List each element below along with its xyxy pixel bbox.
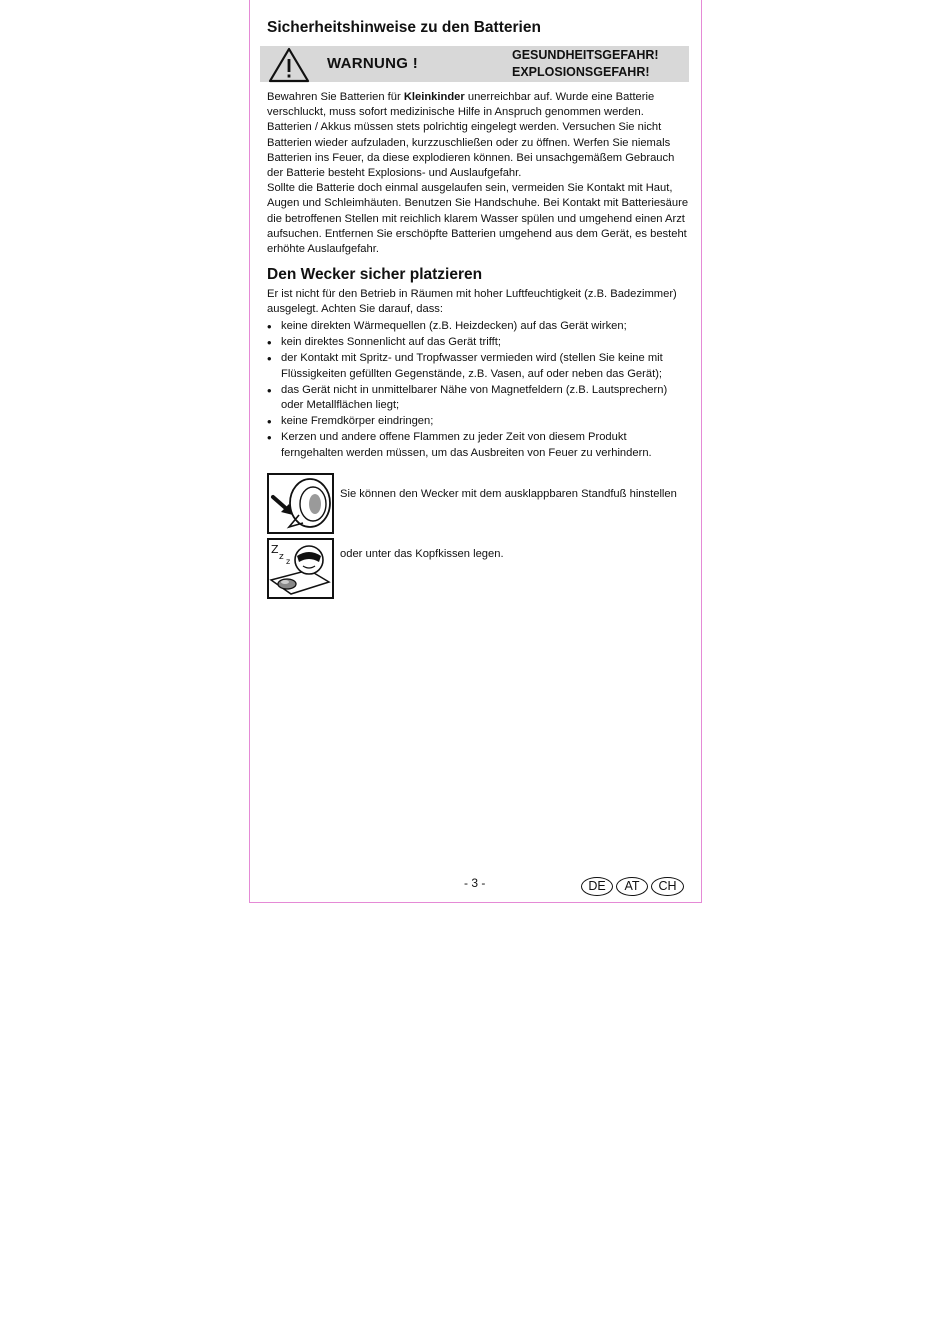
country-badge-ch: CH [651,877,684,896]
pillow-illustration [267,538,334,599]
svg-text:z: z [286,557,291,566]
country-badge-at: AT [616,877,648,896]
list-item: • keine Fremdkörper eindringen; [267,414,691,429]
svg-text:Z: Z [271,543,279,556]
list-item: • Kerzen und andere offene Flammen zu jeder Zeit von diesem Produkt ferngehalten werden müssen, um das Ausbreiten von Feuer zu verhindern. [267,430,691,460]
warning-triangle-icon [268,47,310,83]
battery-body-text: unerreichbar auf. Wurde eine Batterie verschluckt, muss sofort medizinische Hilfe in Anspruch genommen werden. Batterien / Akkus müssen stets polrichtig eingelegt werden. Versuchen Sie nicht Batterien wieder aufzuladen, kurzzuschließen oder zu öffnen. Werfen Sie niemals Batterien ins Feuer, da diese explodieren können. Bei unsachgemäßem Gebrauch der Batterie besteht Explosions- und Auslaufgefahr. [267,91,675,180]
battery-intro-text: Bewahren Sie Batterien für [267,91,404,103]
list-item: • der Kontakt mit Spritz- und Tropfwasser vermieden wird (stellen Sie keine mit Flüssigkeiten gefüllten Gegenstände, z.B. Vasen, auf oder neben das Gerät); [267,351,691,381]
explosion-hazard-label: EXPLOSIONSGEFAHR! [512,65,650,79]
battery-safety-heading: Sicherheitshinweise zu den Batterien [267,19,541,36]
stand-caption: Sie können den Wecker mit dem ausklappbaren Standfuß hinstellen [340,488,677,500]
battery-safety-text [267,90,691,257]
battery-leak-text: Sollte die Batterie doch einmal ausgelaufen sein, vermeiden Sie Kontakt mit Haut, Augen und Schleimhäuten. Benutzen Sie Handschuhe. Bei Kontakt mit Batteriesäure die betroffenen Stellen mit reichlich klarem Wasser spülen und umgehend einen Arzt aufsuchen. Entfernen Sie erschöpfte Batterien umgehend aus dem Gerät, es besteht erhöhte Auslaufgefahr. [267,182,689,256]
placement-intro: Er ist nicht für den Betrieb in Räumen mit hoher Luftfeuchtigkeit (z.B. Badezimmer) ausgelegt. Achten Sie darauf, dass: [267,288,677,316]
clock-stand-icon [269,475,332,532]
list-item: • das Gerät nicht in unmittelbarer Nähe von Magnetfeldern (z.B. Lautsprechern) oder Metallflächen liegt; [267,383,691,413]
list-item: • keine direkten Wärmequellen (z.B. Heizdecken) auf das Gerät wirken; [267,319,691,334]
page-number: - 3 - [464,876,486,890]
stand-illustration [267,473,334,534]
warning-title: WARNUNG ! [327,55,419,72]
placement-bullet-list [267,319,691,462]
pillow-caption: oder unter das Kopfkissen legen. [340,548,504,560]
sleeping-pillow-icon [269,540,332,597]
placement-heading: Den Wecker sicher platzieren [267,266,483,283]
list-item: • kein direktes Sonnenlicht auf das Gerät trifft; [267,335,691,350]
country-badge-de: DE [581,877,613,896]
warning-banner [260,46,689,82]
svg-text:z: z [279,552,284,562]
health-hazard-label: GESUNDHEITSGEFAHR! [512,48,659,62]
battery-intro-emphasis: Kleinkinder [403,91,465,103]
warning-hazards [512,47,659,81]
